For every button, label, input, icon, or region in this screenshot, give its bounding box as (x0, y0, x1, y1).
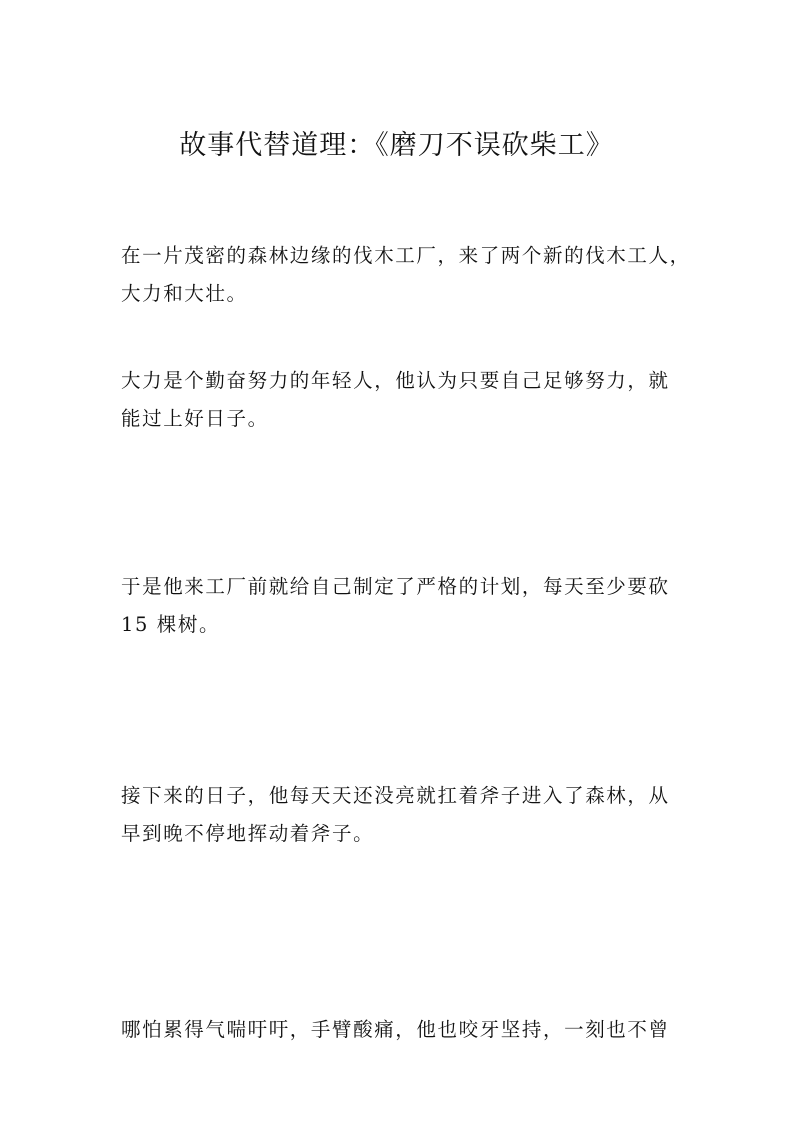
paragraph-line: 15 棵树。 (121, 613, 221, 636)
paragraph-line: 大力和大壮。 (121, 282, 248, 305)
paragraph-line: 哪怕累得气喘吁吁，手臂酸痛，他也咬牙坚持，一刻也不曾 (121, 1018, 670, 1041)
paragraph (121, 237, 691, 313)
document-title: 故事代替道理：《磨刀不误砍柴工》 (179, 130, 614, 161)
paragraph (121, 1011, 681, 1049)
paragraph (121, 568, 681, 644)
paragraph-line: 在一片茂密的森林边缘的伐木工厂，来了两个新的伐木工人， (121, 244, 691, 267)
paragraph-line: 早到晚不停地挥动着斧子。 (121, 822, 375, 845)
paragraph-line: 能过上好日子。 (121, 407, 269, 430)
paragraph-line: 大力是个勤奋努力的年轻人，他认为只要自己足够努力，就 (121, 369, 670, 392)
paragraph (121, 777, 681, 853)
paragraph-line: 于是他来工厂前就给自己制定了严格的计划，每天至少要砍 (121, 575, 670, 598)
paragraph (121, 362, 681, 438)
paragraph-line: 接下来的日子，他每天天还没亮就扛着斧子进入了森林，从 (121, 784, 670, 807)
